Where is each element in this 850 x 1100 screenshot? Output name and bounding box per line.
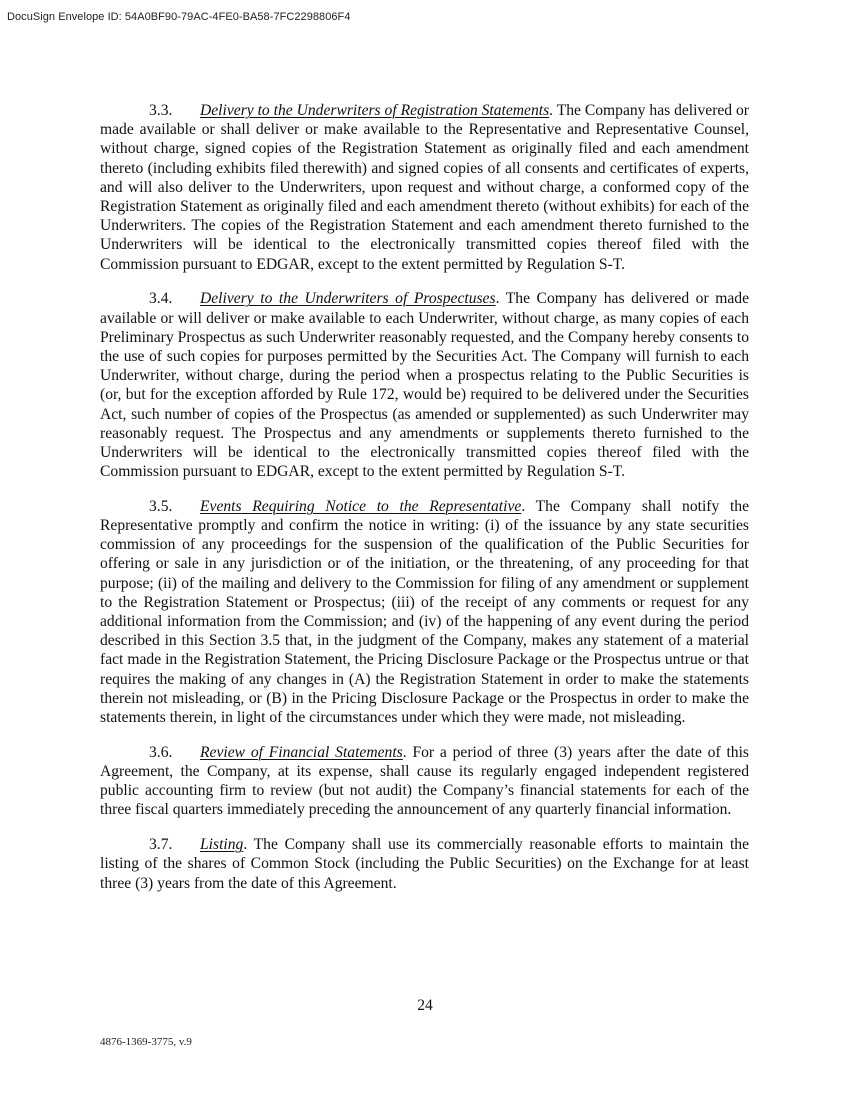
- section-3-7: 3.7. Listing. The Company shall use its commercially reasonable efforts to maintain the listing of the shares of Common Stock (including the Public Securities) on the Exchange for at least three (3) years from the date of this Agreement.: [100, 836, 749, 892]
- section-text: For a period of three (3) years after the date of this Agreement, the Company, at its expense, shall cause its regularly engaged independent registered public accounting firm to review (but not audit) the Company’s financial statements for each of the three fiscal quarters immediately preceding the announcement of any quarterly financial information.: [100, 743, 749, 819]
- page-number: 24: [417, 997, 433, 1014]
- section-heading: Listing: [200, 836, 244, 854]
- section-number: 3.3.: [149, 102, 173, 119]
- document-body: [100, 101, 749, 908]
- section-3-4: 3.4. Delivery to the Underwriters of Prospectuses. The Company has delivered or made available or will deliver or make available to each Underwriter, without charge, as many copies of each Preliminary Prospectus as such Underwriter reasonably requested, and the Company hereby consents to the use of such copies for purposes permitted by the Securities Act. The Company will furnish to each Underwriter, without charge, during the period when a prospectus relating to the Public Securities is (or, but for the exception afforded by Rule 172, would be) required to be delivered under the Securities Act, such number of copies of the Prospectus (as amended or supplemented) as such Underwriter may reasonably request. The Prospectus and any amendments or supplements thereto furnished to the Underwriters will be identical to the electronically transmitted copies thereof filed with the Commission pursuant to EDGAR, except to the extent permitted by Regulation S-T.: [100, 290, 750, 481]
- section-heading: Delivery to the Underwriters of Prospectuses: [200, 290, 496, 308]
- section-heading: Review of Financial Statements: [200, 743, 403, 761]
- section-number: 3.6.: [149, 743, 173, 761]
- section-3-5: 3.5. Events Requiring Notice to the Representative. The Company shall notify the Representative promptly and confirm the notice in writing: (i) of the issuance by any state securities commission of any proceedings for the suspension of the qualification of the Public Securities for offering or sale in any jurisdiction or of the initiation, or the threatening, of any proceeding for that purpose; (ii) of the mailing and delivery to the Commission for filing of any amendment or supplement to the Registration Statement or Prospectus; (iii) of the receipt of any comments or request for any additional information from the Commission; and (iv) of the happening of any event during the period described in this Section 3.5 that, in the judgment of the Company, makes any statement of a material fact made in the Registration Statement, the Pricing Disclosure Package or the Prospectus untrue or that requires the making of any changes in (A) the Registration Statement in order to make the statements therein not misleading, or (B) in the Pricing Disclosure Package or the Prospectus in order to make the statements therein, in light of the circumstances under which they were made, not misleading.: [100, 497, 750, 727]
- section-3-6: 3.6. Review of Financial Statements. For a period of three (3) years after the date of this Agreement, the Company, at its expense, shall cause its regularly engaged independent registered public accounting firm to review (but not audit) the Company’s financial statements for each of the three fiscal quarters immediately preceding the announcement of any quarterly financial information.: [100, 743, 749, 819]
- section-text: The Company has delivered or made available or shall deliver or make available to the Representative and Representative Counsel, without charge, signed copies of the Registration Statement as originally filed and each amendment thereto (including exhibits filed therewith) and signed copies of all consents and certificates of experts, and will also deliver to the Underwriters, upon request and without charge, a conformed copy of the Registration Statement as originally filed and each amendment thereto (without exhibits) for each of the Underwriters. The copies of the Registration Statement and each amendment thereto furnished to the Underwriters will be identical to the electronically transmitted copies thereof filed with the Commission pursuant to EDGAR, except to the extent permitted by Regulation S-T.: [100, 102, 750, 273]
- section-text: The Company shall notify the Representative promptly and confirm the notice in writing: (i) of the issuance by any state securities commission of any proceedings for the suspension of the qualification of the Public Securities for offering or sale in any jurisdiction or of the initiation, or the threatening, of any proceeding for that purpose; (ii) of the mailing and delivery to the Commission for filing of any amendment or supplement to the Registration Statement or Prospectus; (iii) of the receipt of any comments or request for any additional information from the Commission; and (iv) of the happening of any event during the period described in this Section 3.5 that, in the judgment of the Company, makes any statement of a material fact made in the Registration Statement, the Pricing Disclosure Package or the Prospectus untrue or that requires the making of any changes in (A) the Registration Statement in order to make the statements therein not misleading, or (B) in the Pricing Disclosure Package or the Prospectus in order to make the statements therein, in light of the circumstances under which they were made, not misleading.: [100, 497, 750, 727]
- section-number: 3.5.: [149, 497, 173, 515]
- docusign-envelope-id: DocuSign Envelope ID: 54A0BF90-79AC-4FE0-BA58-7FC2298806F4: [7, 11, 351, 23]
- section-text: The Company has delivered or made available or will deliver or make available to each Underwriter, without charge, as many copies of each Preliminary Prospectus as such Underwriter reasonably requested, and the Company hereby consents to the use of such copies for purposes permitted by the Securities Act. The Company will furnish to each Underwriter, without charge, during the period when a prospectus relating to the Public Securities is (or, but for the exception afforded by Rule 172, would be) required to be delivered under the Securities Act, such number of copies of the Prospectus (as amended or supplemented) as such Underwriter may reasonably request. The Prospectus and any amendments or supplements thereto furnished to the Underwriters will be identical to the electronically transmitted copies thereof filed with the Commission pursuant to EDGAR, except to the extent permitted by Regulation S-T.: [100, 290, 750, 481]
- section-3-3: 3.3. Delivery to the Underwriters of Registration Statements. The Company has delivered or made available or shall deliver or make available to the Representative and Representative Counsel, without charge, signed copies of the Registration Statement as originally filed and each amendment thereto (including exhibits filed therewith) and signed copies of all consents and certificates of experts, and will also deliver to the Underwriters, upon request and without charge, a conformed copy of the Registration Statement as originally filed and each amendment thereto (without exhibits) for each of the Underwriters. The copies of the Registration Statement and each amendment thereto furnished to the Underwriters will be identical to the electronically transmitted copies thereof filed with the Commission pursuant to EDGAR, except to the extent permitted by Regulation S-T.: [100, 102, 750, 273]
- section-text: The Company shall use its commercially reasonable efforts to maintain the listing of the shares of Common Stock (including the Public Securities) on the Exchange for at least three (3) years from the date of this Agreement.: [100, 836, 749, 892]
- document-id: 4876-1369-3775, v.9: [100, 1036, 192, 1048]
- section-heading: Delivery to the Underwriters of Registration Statements: [200, 102, 550, 119]
- section-number: 3.7.: [149, 836, 173, 854]
- section-heading: Events Requiring Notice to the Representative: [200, 497, 522, 515]
- section-number: 3.4.: [149, 290, 173, 308]
